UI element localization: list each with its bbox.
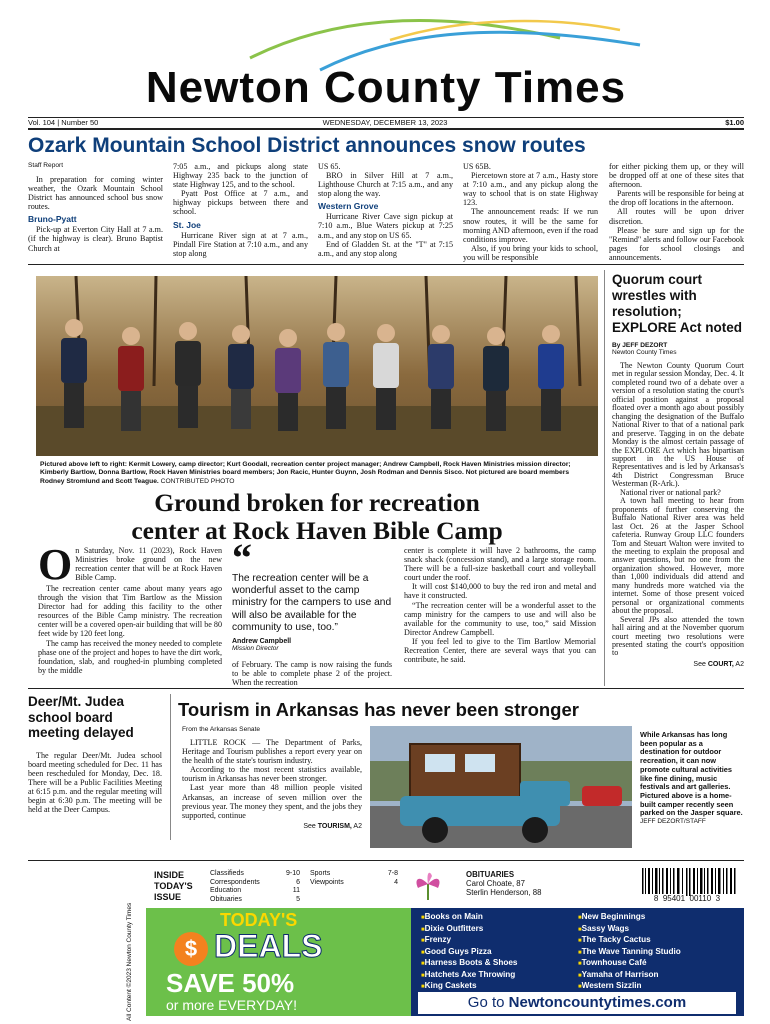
masthead-volume: Vol. 104 | Number 50 — [28, 118, 99, 127]
ad-list-item[interactable]: ■ Hatchets Axe Throwing — [421, 970, 581, 982]
ad-deals: DEALS — [214, 928, 323, 964]
lead-col-5: for either picking them up, or they will be dropped off at one of these sites that afternoon. Parents will be responsible for being at the drop off locations in the afternoon. All routes will be upon driver discretion. Please be sure and sign up for the "Remind" alerts and follow our Facebook pages for school closings and announcements. — [609, 162, 744, 262]
ad-list-item[interactable]: ■ Dixie Outfitters — [421, 924, 581, 936]
ad-list-left — [421, 912, 581, 1004]
ad-list-item[interactable]: ■ Townhouse Café — [578, 958, 738, 970]
lead-subhead-bruno: Bruno-Pyatt — [28, 214, 77, 225]
ad-save: SAVE 50% — [166, 968, 295, 998]
photo-story-col-1: O n Saturday, Nov. 11 (2023), Rock Haven Ministries broke ground on the new recreation center that will be at Rock Haven Bible Camp. The recreation center came about many years ago through the vision that Tim Bartlow as the Mission Director had for adding this facility to the other resources of the Bible Camp ministry. The recreation center will be a covered open-air building that will be 80 feet wide by 120 feet long. The camp has received the money needed to complete phase one of the project and hopes to have the dirt work, foundation, slab, and roughed-in plumbing completed by the middle — [38, 540, 222, 675]
ad-list-item[interactable]: ■ Yamaha of Harrison — [578, 970, 738, 982]
ad-list-item[interactable]: ■ Frenzy — [421, 935, 581, 947]
ad-deals-panel — [146, 908, 411, 1016]
ad-list-item[interactable]: ■ King Caskets — [421, 981, 581, 993]
ad-everyday: or more EVERYDAY! — [166, 997, 297, 1013]
index-item[interactable]: Classifieds 9-10 — [210, 870, 300, 877]
barcode-digits: 8 95401 00110 3 — [653, 894, 721, 903]
groundbreaking-photo — [36, 276, 598, 456]
quorum-jump[interactable]: See COURT, A2 — [693, 660, 744, 668]
ad-todays: TODAY'S — [220, 910, 298, 930]
index-item[interactable]: Correspondents 6 — [210, 878, 300, 886]
quorum-headline: Quorum court wrestles with resolution; EXPLORE Act noted — [612, 272, 743, 335]
dollar-bag-icon: $ — [174, 932, 208, 966]
masthead-date: WEDNESDAY, DECEMBER 13, 2023 — [322, 118, 448, 127]
index-list-left — [210, 870, 300, 904]
deer-headline: Deer/Mt. Judea school board meeting delayed — [28, 694, 134, 740]
photo-caption: Pictured above left to right: Kermit Lowery, camp director; Kurt Goodall, recreation center project manager; Andrew Campbell, Rock Haven Ministries mission director; Kimberly Bartlow, Donna Bartlow, Rock Haven Ministries board members; Jon Racic, Hunter Guynn, Josh Rodman and Dennis Sisco. Not pictured are board members Rodney Stromlund and Scott Teague. CONTRIBUTED PHOTO — [40, 461, 571, 485]
index-item[interactable]: Viewpoints 4 — [310, 878, 398, 886]
camper-truck-photo — [370, 726, 632, 848]
quote-title: Mission Director — [232, 645, 279, 653]
quote-name: Andrew Campbell — [232, 638, 292, 646]
tourism-photo-caption: While Arkansas has long been popular as a destination for outdoor recreation, it can now promote cultural activities like fine dining, music festivals and art galleries. Pictured above is a home-built camper recently seen parked on the Jasper square. JEFF DEZORT/STAFF — [640, 730, 743, 826]
copyright-vertical: All Content ©2023 Newton County Times — [126, 902, 133, 1021]
quorum-byline: By JEFF DEZORT — [612, 342, 668, 349]
obit-item[interactable]: Carol Choate, 87 — [466, 879, 525, 889]
lead-col-2: 7:05 a.m., and pickups along state Highway 235 back to the junction of state Highway 125, and to the school. Pyatt Post Office at 7 a.m., and highway pickups between there and school. St. Joe Hurricane River sign at at 7 a.m., Pindall Fire Station at 7:10 a.m., and any stop along — [173, 162, 308, 258]
ad-list-item[interactable]: ■ Harness Boots & Shoes — [421, 958, 581, 970]
tourism-headline: Tourism in Arkansas has never been stronger — [178, 699, 579, 720]
ad-list-item[interactable]: ■ Western Sizzlin — [578, 981, 738, 993]
quote-mark: “ — [232, 535, 252, 580]
ad-list-item[interactable]: ■ Sassy Wags — [578, 924, 738, 936]
ad-list-item[interactable]: ■ The Wave Tanning Studio — [578, 947, 738, 959]
ad-list-item[interactable]: ■ Good Guys Pizza — [421, 947, 581, 959]
lead-headline: Ozark Mountain School District announces snow routes — [28, 134, 586, 157]
ad-list-right — [578, 912, 738, 993]
lead-col-1: Staff Report In preparation for coming winter weather, the Ozark Mountain School District has announced school bus snow routes. Bruno-Pyatt Pick-up at Everton City Hall at 7 a.m. (if the highway is clear). Bruno Baptist Church at — [28, 162, 163, 253]
obit-item[interactable]: Sterlin Henderson, 88 — [466, 888, 542, 898]
deer-story: Deer/Mt. Judea school board meeting delayed The regular Deer/Mt. Judea school board meeting scheduled for Dec. 11 has been rescheduled for Monday, Dec. 18. There will be a Public Facilities Meeting at 6:15 p.m. and the regular meeting will begin at 6:30 p.m. The meeting will be held at the Deer Campus. — [28, 694, 162, 815]
photo-story-headline: Ground broken for recreation center at Rock Haven Bible Camp — [131, 488, 503, 545]
index-item[interactable]: Obituaries 5 — [210, 895, 300, 903]
index-item[interactable]: Education 11 — [210, 887, 300, 895]
ad-website-link[interactable]: Go to Newtoncountytimes.com — [418, 992, 736, 1014]
tourism-body: LITTLE ROCK — The Department of Parks, Heritage and Tourism publishes a report every year on the health of the state's tourism industry. According to the most recent statistics available, tourism in Arkansas has never been stronger. Last year more than 48 million people visited Arkansas, an increase of seven million over the previous year. The money they spent, and the jobs they supported, continue See TOURISM, A2 — [182, 738, 362, 830]
ad-list-item[interactable]: ■ Books on Main — [421, 912, 581, 924]
dropcap: O — [38, 540, 73, 589]
lead-subhead-stjoe: St. Joe — [173, 219, 201, 230]
lead-byline: Staff Report — [28, 162, 64, 169]
todays-deals-ad[interactable] — [146, 908, 744, 1016]
pull-quote — [232, 535, 392, 653]
masthead-title: Newton County Times — [145, 63, 627, 112]
obituaries-box: OBITUARIES Carol Choate, 87 Sterlin Henderson, 88 — [466, 870, 542, 898]
ad-list-item[interactable]: ■ New Beginnings — [578, 912, 738, 924]
index-list-right — [310, 870, 398, 887]
photo-story-col-2: of February. The camp is now raising the funds to be able to complete phase 2 of the project. When the recreation — [232, 660, 392, 688]
index-heading: INSIDE TODAY'S ISSUE — [154, 870, 193, 902]
tourism-jump[interactable]: See TOURISM, A2 — [303, 822, 362, 830]
quote-text: The recreation center will be a wonderful asset to the camp ministry for the campers to use and will also be available for the community to use, too.” — [232, 573, 392, 633]
masthead-price: $1.00 — [725, 118, 744, 127]
index-item[interactable]: Sports 7-8 — [310, 870, 398, 877]
ad-list-item[interactable]: ■ The Tacky Cactus — [578, 935, 738, 947]
lead-col-4: US 65B. Piercetown store at 7 a.m., Hasty store at 7:10 a.m., and any pickup along the way to school that is on state Highway 123. The announcement reads: If we run snow routes, it will be the same for morning AND afternoon, even if the road conditions improve. Also, if you bring your kids to school, you will be responsible — [463, 162, 598, 262]
quorum-story: Quorum court wrestles with resolution; EXPLORE Act noted By JEFF DEZORT Newton County Times The Newton County Quorum Court met in regular session Monday, Dec. 4. It completed round two of a debate over a version of a resolution stating the court's official position against a proposal floated over a month ago about possibly changing the designation of the Buffalo National River to that of a national park and preserve. Tagging in on the debate Monday is the almost certain passage of the EXPLORE Act which has bipartisan support in the US House of Representatives and is led by Arkansas's 4th District Congressman Bruce Westerman (R-Ark.). National river or national park? A town hall meeting to hear from proponents of further conserving the Buffalo National River area was held last Oct. 26 at the Jasper School cafeteria. Runway Group LLC founders Tom and Steuart Walton were invited to the meeting to explain the proposal and answer questions, but no one from the organization showed. However, more than 1,000 individuals did attend and many hundreds more watched via the internet. Some of those present voiced personal or organizational comments about the proposal. Several JPs also attended the town hall airing and at the November quorum court meeting two resolutions were presented stating the court's opposition to See COURT, A2 — [612, 272, 744, 668]
tourism-byline: From the Arkansas Senate — [182, 726, 261, 733]
lily-flower-icon — [408, 866, 448, 904]
lead-subhead-western-grove: Western Grove — [318, 201, 379, 212]
lead-col-3: US 65. BRO in Silver Hill at 7 a.m., Lighthouse Church at 7:15 a.m., and any stop along the way. Western Grove Hurricane River Cave sign pickup at 7:10 a.m., Blue Waters pickup at 7:25 a.m., and any stop on US 65. End of Gladden St. at the "T" at 7:15 a.m., and any stop along — [318, 162, 453, 258]
photo-story-col-3: center is complete it will have 2 bathrooms, the camp snack shack (concession stand), and a large storage room. There will be a full-size basketball court and volleyball court under the roof. It will cost $140,000 to buy the red iron and metal and have it constructed. “The recreation center will be a wonderful asset to the camp ministry for the campers to use and will also be available for the community to use, too,” said Mission Director Andrew Campbell. If you feel led to give to the Tim Bartlow Memorial Recreation Center, there are several ways that you can contribute, he said. — [404, 546, 596, 665]
